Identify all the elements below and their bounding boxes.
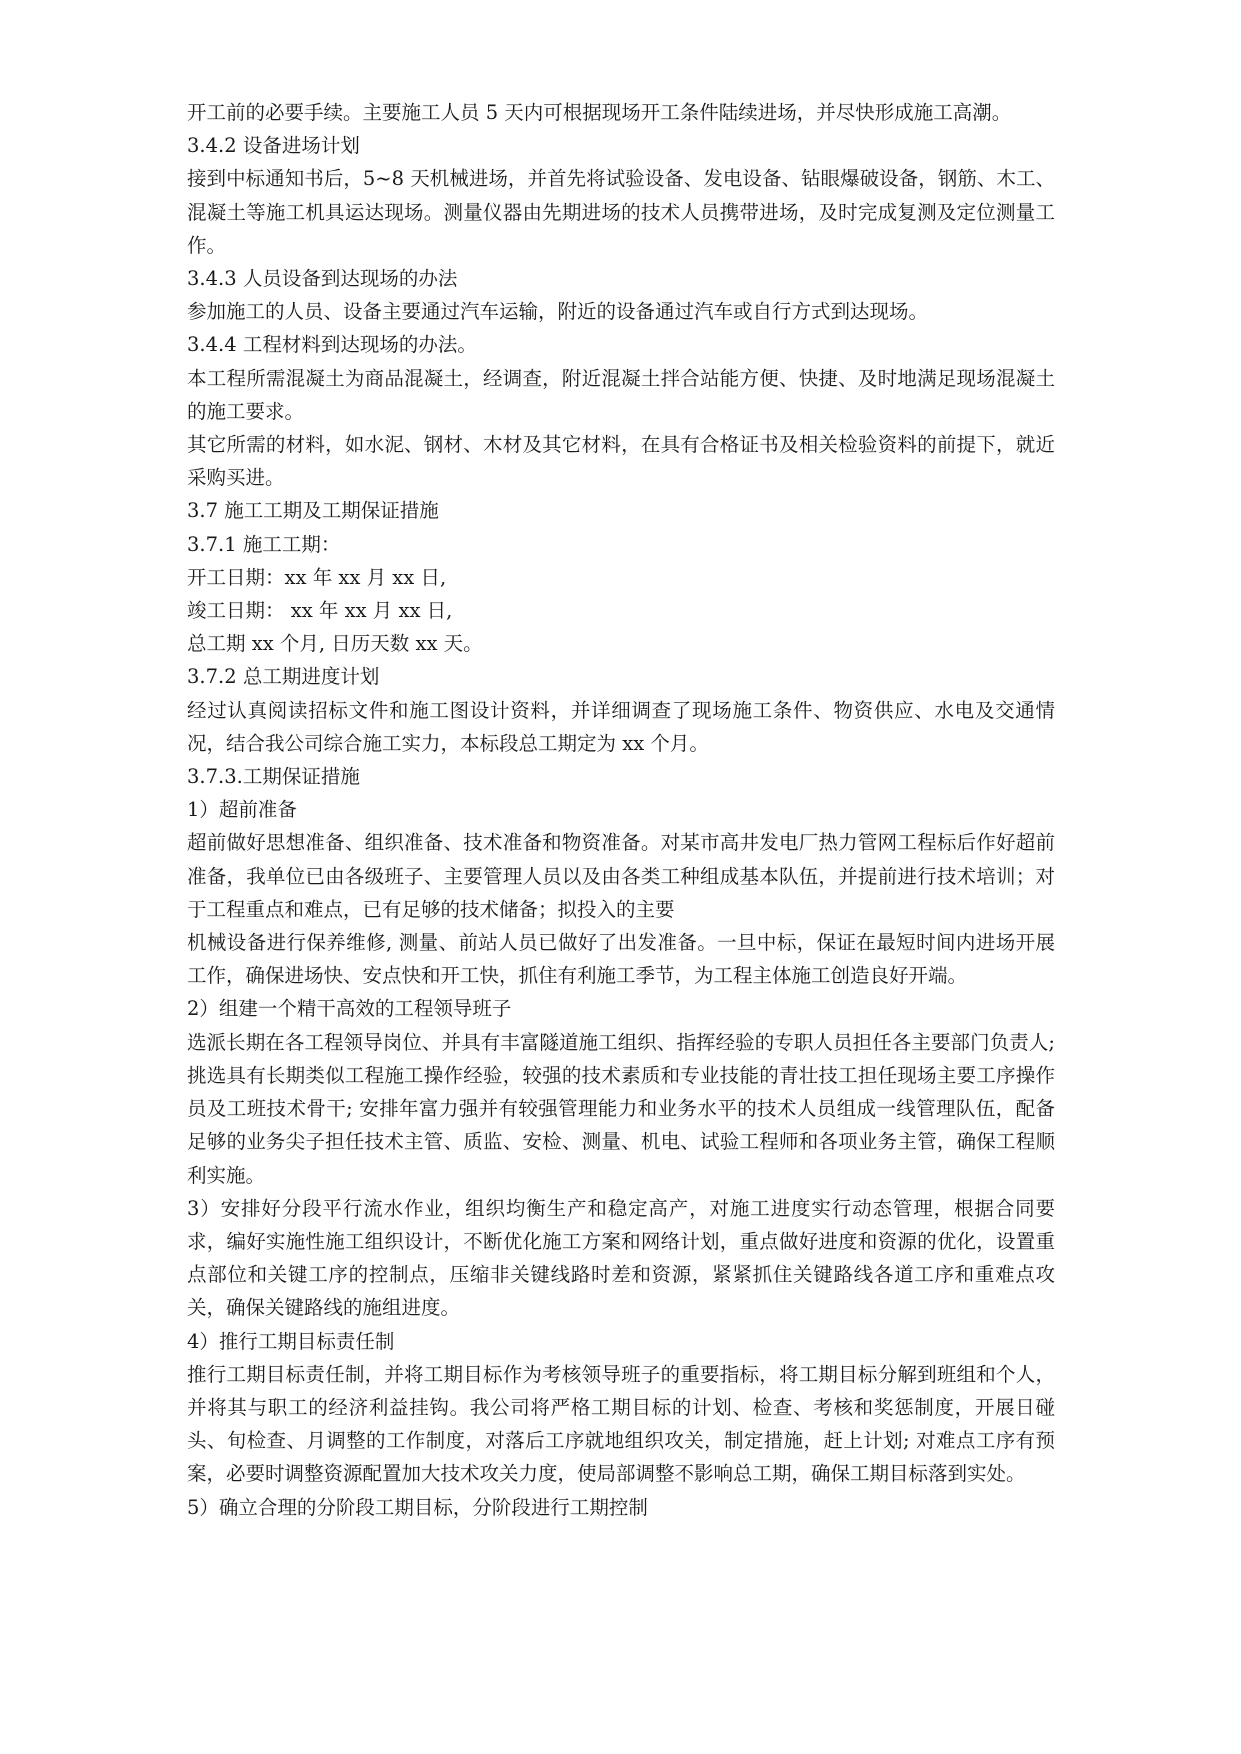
section-heading: 3.7.1 施工工期： xyxy=(187,532,341,556)
paragraph: 推行工期目标责任制，并将工期目标作为考核领导班子的重要指标，将工期目标分解到班组和个人，并将其与职工的经济利益挂钩。我公司将严格工期目标的计划、检查、考核和奖惩制度，开展日碰头、旬检查、月调整的工作制度，对落后工序就地组织攻关，制定措施，赶上计划; 对难点工序有预案，必要时调整资源配置加大技术攻关力度，使局部调整不影响总工期，确保工期目标落到实处。 xyxy=(187,1362,1055,1486)
section-heading: 3.4.2 设备进场计划 xyxy=(187,134,360,158)
list-item-heading: 5）确立合理的分阶段工期目标，分阶段进行工期控制 xyxy=(187,1495,648,1519)
total-duration-line: 总工期 xx 个月, 日历天数 xx 天。 xyxy=(187,632,483,656)
paragraph: 其它所需的材料，如水泥、钢材、木材及其它材料，在具有合格证书及相关检验资料的前提下，就近采购买进。 xyxy=(187,433,1055,490)
paragraph: 机械设备进行保养维修, 测量、前站人员已做好了出发准备。一旦中标，保证在最短时间内进场开展工作，确保进场快、安点快和开工快，抓住有利施工季节，为工程主体施工创造良好开端。 xyxy=(187,931,1055,988)
list-item-heading: 4）推行工期目标责任制 xyxy=(187,1329,395,1353)
completion-date-line: 竣工日期： xx 年 xx 月 xx 日, xyxy=(187,599,453,623)
paragraph: 3）安排好分段平行流水作业，组织均衡生产和稳定高产，对施工进度实行动态管理，根据合同要求，编好实施性施工组织设计，不断优化施工方案和网络计划，重点做好进度和资源的优化，设置重点部位和关键工序的控制点，压缩非关键线路时差和资源，紧紧抓住关键路线各道工序和重难点攻关，确保关键路线的施组进度。 xyxy=(187,1196,1055,1320)
section-heading: 3.4.3 人员设备到达现场的办法 xyxy=(187,267,458,291)
start-date-line: 开工日期：xx 年 xx 月 xx 日, xyxy=(187,565,447,589)
paragraph: 超前做好思想准备、组织准备、技术准备和物资准备。对某市高井发电厂热力管网工程标后作好超前准备，我单位已由各级班子、主要管理人员以及由各类工种组成基本队伍，并提前进行技术培训；对于工程重点和难点，已有足够的技术储备；拟投入的主要 xyxy=(187,831,1055,921)
list-item-heading: 1）超前准备 xyxy=(187,798,297,822)
list-item-heading: 2）组建一个精干高效的工程领导班子 xyxy=(187,997,512,1021)
document-body xyxy=(187,96,1055,1524)
paragraph: 选派长期在各工程领导岗位、并具有丰富隧道施工组织、指挥经验的专职人员担任各主要部门负责人; 挑选具有长期类似工程施工操作经验，较强的技术素质和专业技能的青壮技工担任现场主要工序操作员及工班技术骨干; 安排年富力强并有较强管理能力和业务水平的技术人员组成一线管理队伍，配备足够的业务尖子担任技术主管、质监、安检、测量、机电、试验工程师和各项业务主管，确保工程顺利实施。 xyxy=(187,1030,1055,1187)
section-heading: 3.7 施工工期及工期保证措施 xyxy=(187,499,439,523)
paragraph: 开工前的必要手续。主要施工人员 5 天内可根据现场开工条件陆续进场，并尽快形成施工高潮。 xyxy=(187,101,1012,124)
paragraph: 经过认真阅读招标文件和施工图设计资料，并详细调查了现场施工条件、物资供应、水电及交通情况，结合我公司综合施工实力，本标段总工期定为 xx 个月。 xyxy=(187,698,1055,755)
section-heading: 3.7.3.工期保证措施 xyxy=(187,765,360,789)
paragraph: 本工程所需混凝土为商品混凝土，经调查，附近混凝土拌合站能方便、快捷、及时地满足现场混凝土的施工要求。 xyxy=(187,366,1055,423)
paragraph: 参加施工的人员、设备主要通过汽车运输，附近的设备通过汽车或自行方式到达现场。 xyxy=(187,300,929,324)
section-heading: 3.4.4 工程材料到达现场的办法。 xyxy=(187,333,477,357)
paragraph: 接到中标通知书后，5~8 天机械进场，并首先将试验设备、发电设备、钻眼爆破设备，钢筋、木工、混凝土等施工机具运达现场。测量仪器由先期进场的技术人员携带进场，及时完成复测及定位测量工作。 xyxy=(187,167,1055,257)
section-heading: 3.7.2 总工期进度计划 xyxy=(187,665,380,689)
